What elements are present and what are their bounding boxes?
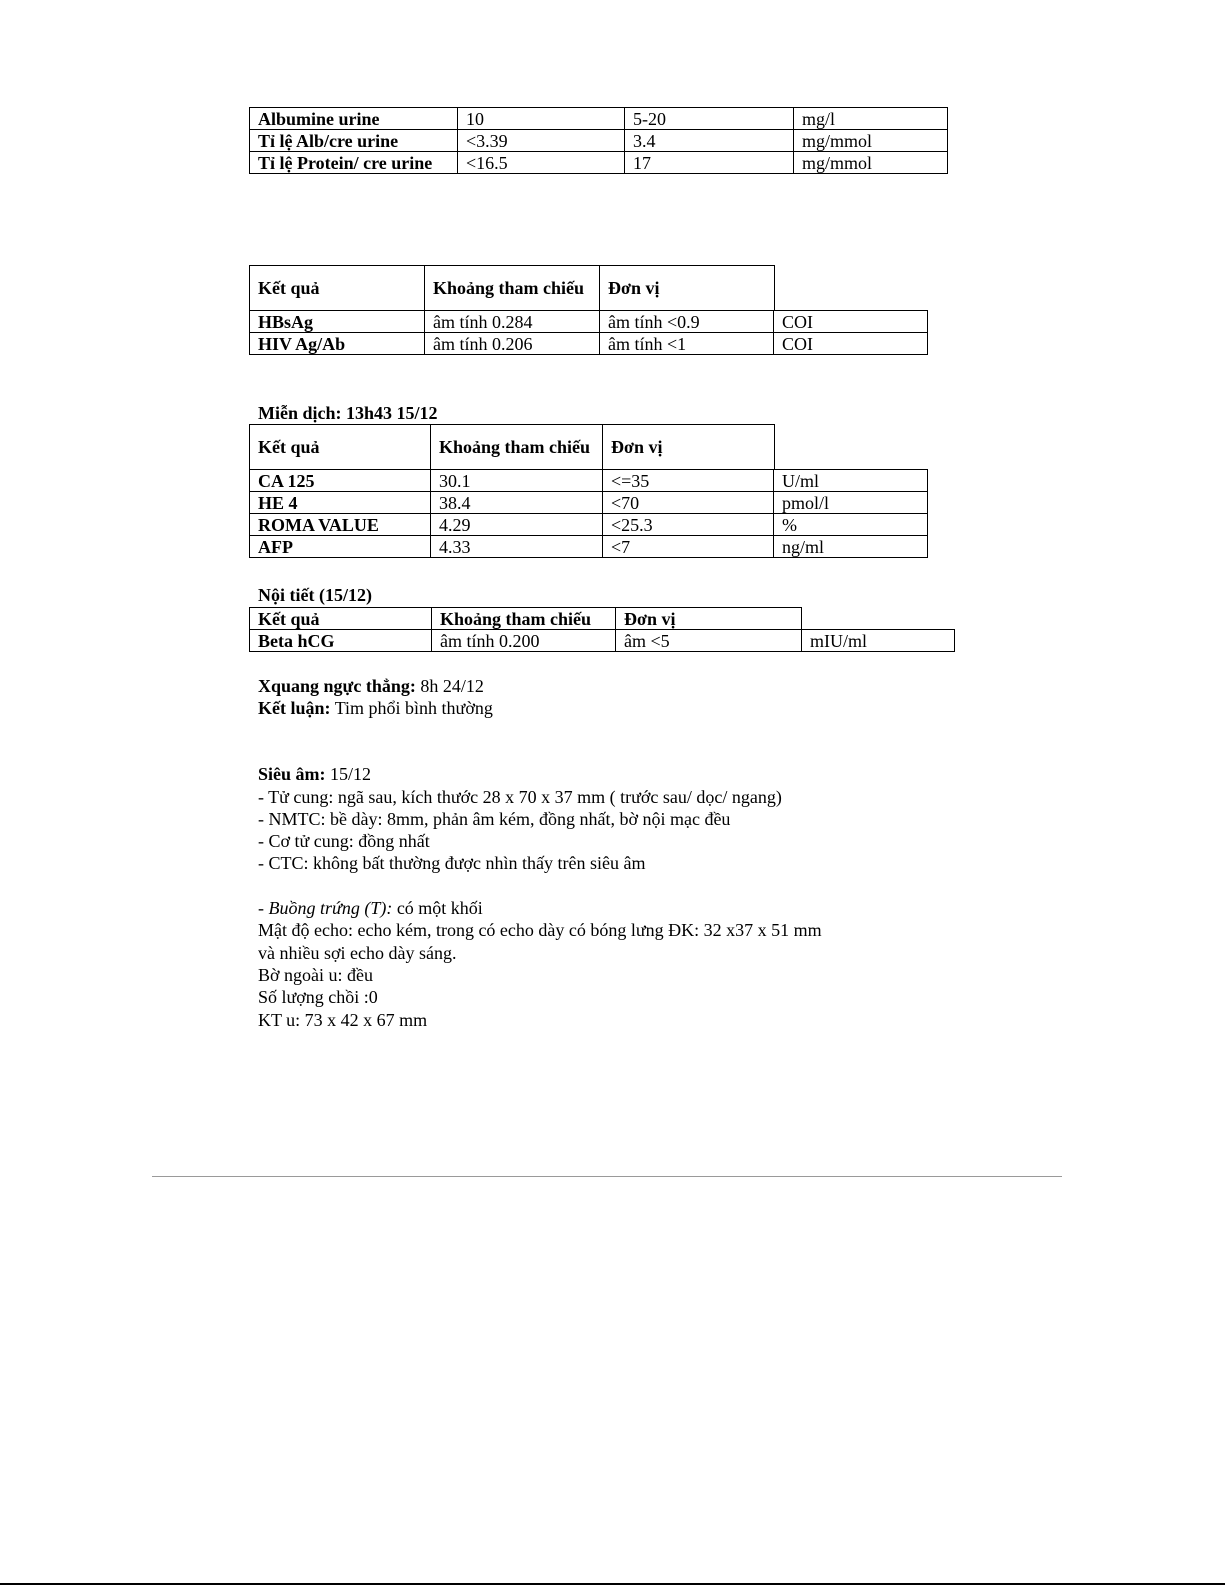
table-row xyxy=(250,152,948,174)
table-row xyxy=(250,130,948,152)
ovary-tumor-size: KT u: 73 x 42 x 67 mm xyxy=(258,1010,428,1030)
ultrasound-line xyxy=(258,763,371,785)
ultrasound-value: 15/12 xyxy=(325,764,372,784)
ultrasound-uterus: - Tử cung: ngã sau, kích thước 28 x 70 x 37 mm ( trước sau/ dọc/ ngang) xyxy=(258,787,782,807)
urine-table xyxy=(249,107,948,174)
test-name: Beta hCG xyxy=(250,630,432,652)
test-result: âm tính 0.206 xyxy=(425,333,600,355)
test-reference: <7 xyxy=(603,536,774,558)
table-row xyxy=(250,333,928,355)
test-name: HIV Ag/Ab xyxy=(250,333,425,355)
test-reference: âm tính <0.9 xyxy=(600,311,774,333)
ultrasound-endometrium: - NMTC: bề dày: 8mm, phản âm kém, đồng nhất, bờ nội mạc đều xyxy=(258,809,731,829)
test-name: HE 4 xyxy=(250,492,431,514)
test-unit: ng/ml xyxy=(774,536,928,558)
endocrine-table xyxy=(249,629,955,652)
immunology-table xyxy=(249,469,928,558)
xray-conclusion-line xyxy=(258,697,493,719)
ovary-label: Buồng trứng (T): xyxy=(268,898,393,918)
test-result: âm tính 0.200 xyxy=(432,630,616,652)
table-row xyxy=(250,470,928,492)
test-result: 4.29 xyxy=(431,514,603,536)
table-row xyxy=(250,514,928,536)
endocrine-section xyxy=(249,607,954,652)
ovary-echo-density: Mật độ echo: echo kém, trong có echo dày có bóng lưng ĐK: 32 x37 x 51 mm xyxy=(258,920,822,940)
page-divider xyxy=(152,1176,1062,1177)
endocrine-header xyxy=(249,607,802,630)
ultrasound-cervix: - CTC: không bất thường được nhìn thấy trên siêu âm xyxy=(258,853,646,873)
ovary-border: Bờ ngoài u: đều xyxy=(258,965,374,985)
immunology-title: Miễn dịch: 13h43 15/12 xyxy=(258,403,438,423)
test-reference: 5-20 xyxy=(625,108,794,130)
ovary-echo-strands: và nhiều sợi echo dày sáng. xyxy=(258,943,457,963)
test-unit: U/ml xyxy=(774,470,928,492)
test-unit: mIU/ml xyxy=(802,630,955,652)
table-row xyxy=(250,108,948,130)
header-result: Kết quả xyxy=(250,266,425,311)
ultrasound-label: Siêu âm: xyxy=(258,764,326,784)
endocrine-title: Nội tiết (15/12) xyxy=(258,585,372,605)
table-row xyxy=(250,536,928,558)
ovary-line xyxy=(258,897,483,919)
serology-section xyxy=(249,265,927,355)
test-result: âm tính 0.284 xyxy=(425,311,600,333)
test-reference: 3.4 xyxy=(625,130,794,152)
header-unit: Đơn vị xyxy=(603,425,775,470)
test-reference: âm tính <1 xyxy=(600,333,774,355)
test-name: AFP xyxy=(250,536,431,558)
test-unit: mg/l xyxy=(794,108,948,130)
test-unit: pmol/l xyxy=(774,492,928,514)
ovary-papillae-count: Số lượng chồi :0 xyxy=(258,987,378,1007)
test-name: CA 125 xyxy=(250,470,431,492)
header-result: Kết quả xyxy=(250,608,432,630)
table-row xyxy=(250,492,928,514)
test-reference: <=35 xyxy=(603,470,774,492)
ovary-value: có một khối xyxy=(392,898,483,918)
ultrasound-myometrium: - Cơ tử cung: đồng nhất xyxy=(258,831,430,851)
table-row xyxy=(250,630,955,652)
test-name: Tỉ lệ Protein/ cre urine xyxy=(250,152,458,174)
xray-conclusion-label: Kết luận: xyxy=(258,698,331,718)
header-result: Kết quả xyxy=(250,425,431,470)
test-name: Tỉ lệ Alb/cre urine xyxy=(250,130,458,152)
test-unit: mg/mmol xyxy=(794,152,948,174)
header-unit: Đơn vị xyxy=(616,608,802,630)
header-reference: Khoảng tham chiếu xyxy=(431,425,603,470)
test-name: ROMA VALUE xyxy=(250,514,431,536)
test-result: 4.33 xyxy=(431,536,603,558)
xray-line xyxy=(258,675,484,697)
test-result: <3.39 xyxy=(458,130,625,152)
header-reference: Khoảng tham chiếu xyxy=(432,608,616,630)
test-unit: COI xyxy=(774,333,928,355)
test-reference: âm <5 xyxy=(616,630,802,652)
test-result: 30.1 xyxy=(431,470,603,492)
serology-table xyxy=(249,310,928,355)
test-name: Albumine urine xyxy=(250,108,458,130)
test-result: 10 xyxy=(458,108,625,130)
xray-conclusion-value: Tim phổi bình thường xyxy=(330,698,493,718)
test-unit: % xyxy=(774,514,928,536)
header-reference: Khoảng tham chiếu xyxy=(425,266,600,311)
test-unit: COI xyxy=(774,311,928,333)
xray-label: Xquang ngực thẳng: xyxy=(258,676,416,696)
test-result: <16.5 xyxy=(458,152,625,174)
test-result: 38.4 xyxy=(431,492,603,514)
immunology-section xyxy=(249,424,927,558)
ovary-prefix: - xyxy=(258,898,269,918)
test-name: HBsAg xyxy=(250,311,425,333)
immunology-header xyxy=(249,424,775,470)
xray-value: 8h 24/12 xyxy=(415,676,484,696)
test-reference: 17 xyxy=(625,152,794,174)
test-unit: mg/mmol xyxy=(794,130,948,152)
serology-header xyxy=(249,265,775,311)
table-row xyxy=(250,311,928,333)
test-reference: <25.3 xyxy=(603,514,774,536)
test-reference: <70 xyxy=(603,492,774,514)
header-unit: Đơn vị xyxy=(600,266,775,311)
